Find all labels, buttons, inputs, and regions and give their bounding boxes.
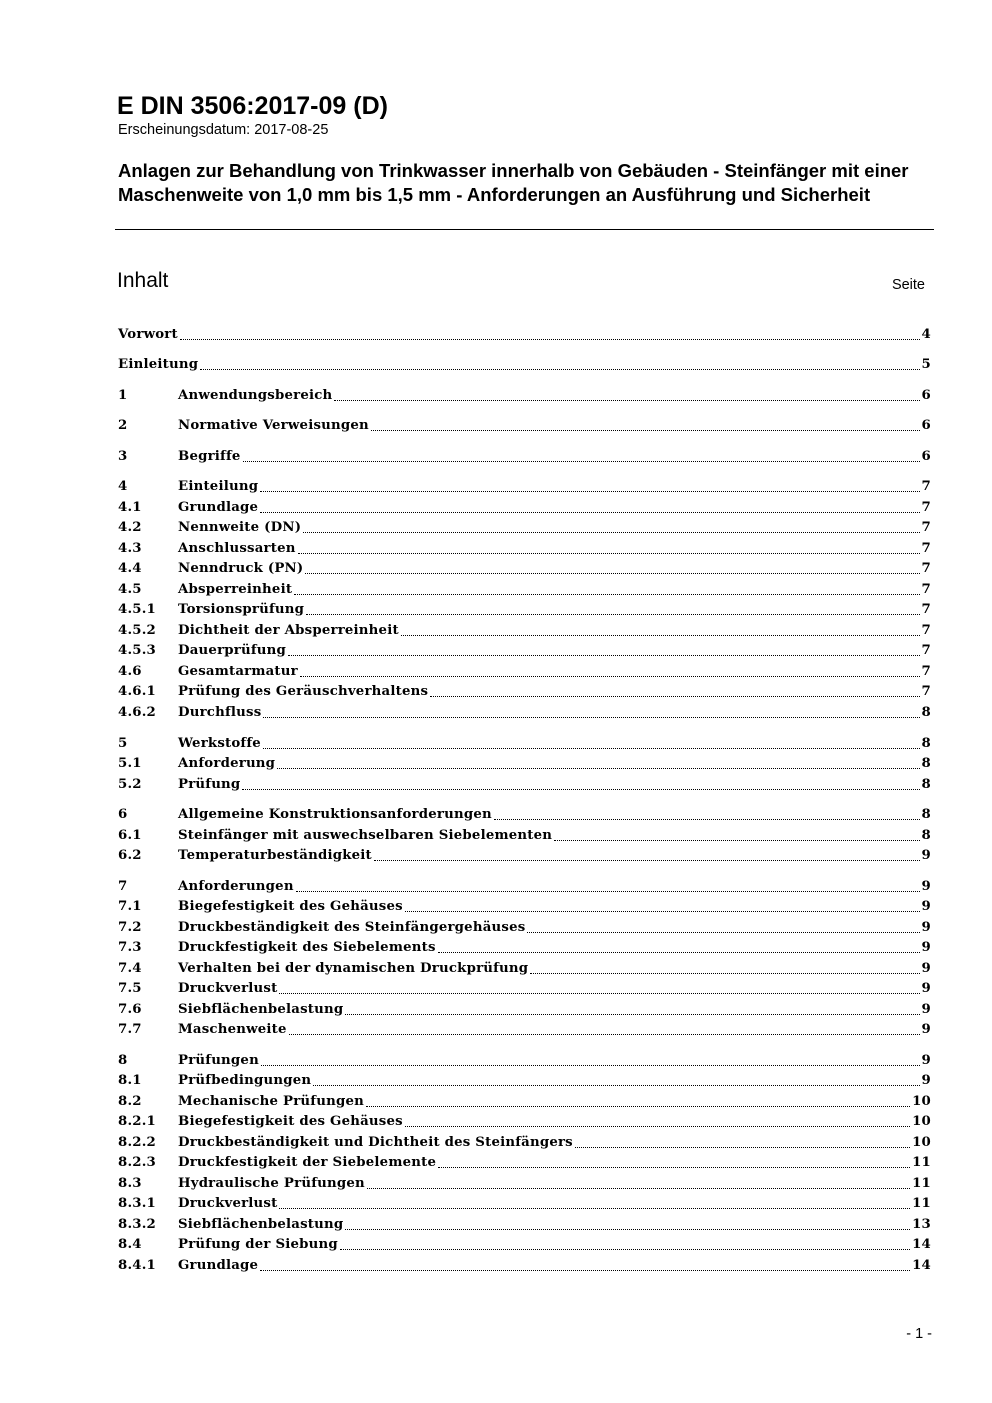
toc-entry[interactable] (118, 355, 931, 375)
toc-entry[interactable] (118, 754, 931, 774)
toc-entry-number: 4.5 (118, 582, 142, 597)
toc-entry-title: Einteilung (178, 479, 259, 494)
document-id: E DIN 3506:2017-09 (D) (117, 92, 388, 120)
toc-dot-leader (401, 628, 920, 636)
toc-entry[interactable] (118, 477, 931, 497)
toc-entry-title: Anforderungen (178, 879, 294, 894)
toc-entry-page: 9 (921, 879, 931, 894)
toc-dot-leader (366, 1099, 910, 1107)
toc-entry[interactable] (118, 641, 931, 661)
table-of-contents (118, 0, 931, 1403)
toc-entry-number: 8.4 (118, 1237, 142, 1252)
toc-entry-page: 10 (912, 1094, 931, 1109)
toc-entry-number: 7.4 (118, 961, 142, 976)
toc-entry-title: Dauerprüfung (178, 643, 287, 658)
toc-entry-title: Torsionsprüfung (178, 602, 305, 617)
publication-date: Erscheinungsdatum: 2017-08-25 (118, 122, 329, 138)
toc-entry[interactable] (118, 877, 931, 897)
toc-dot-leader (405, 1119, 910, 1127)
toc-entry[interactable] (118, 325, 931, 345)
toc-entry-page: 9 (921, 981, 931, 996)
toc-entry-title: Dichtheit der Absperreinheit (178, 623, 399, 638)
toc-entry-title: Anforderung (178, 756, 276, 771)
toc-entry-page: 7 (921, 541, 931, 556)
toc-entry-title: Durchfluss (178, 705, 262, 720)
toc-dot-leader (340, 1242, 910, 1250)
toc-entry[interactable] (118, 1112, 931, 1132)
toc-entry-page: 9 (921, 1002, 931, 1017)
toc-entry[interactable] (118, 498, 931, 518)
toc-entry-page: 5 (921, 357, 931, 372)
toc-entry-title: Prüfbedingungen (178, 1073, 312, 1088)
toc-entry-title: Druckbeständigkeit und Dichtheit des Steinfängers (178, 1135, 573, 1150)
toc-entry[interactable] (118, 734, 931, 754)
toc-entry-title: Druckverlust (178, 981, 278, 996)
toc-entry-page: 14 (912, 1237, 931, 1252)
toc-entry[interactable] (118, 1215, 931, 1235)
toc-entry[interactable] (118, 1071, 931, 1091)
toc-dot-leader (288, 648, 920, 656)
toc-dot-leader (430, 689, 919, 697)
toc-entry-number: 5 (118, 736, 128, 751)
toc-entry-title: Druckbeständigkeit des Steinfängergehäuses (178, 920, 526, 935)
toc-entry-page: 7 (921, 561, 931, 576)
toc-entry[interactable] (118, 826, 931, 846)
toc-dot-leader (303, 525, 919, 533)
toc-entry-number: 7.5 (118, 981, 142, 996)
toc-entry[interactable] (118, 1092, 931, 1112)
toc-entry-title: Druckfestigkeit des Siebelements (178, 940, 436, 955)
toc-entry-page: 11 (912, 1196, 931, 1211)
toc-dot-leader (279, 1201, 910, 1209)
toc-entry-title: Begriffe (178, 449, 241, 464)
toc-heading: Inhalt (117, 269, 169, 292)
toc-dot-leader (305, 566, 919, 574)
toc-entry-number: 8.2.3 (118, 1155, 157, 1170)
toc-entry[interactable] (118, 959, 931, 979)
toc-entry-page: 9 (921, 1053, 931, 1068)
toc-entry-number: 4.3 (118, 541, 142, 556)
toc-dot-leader (438, 1160, 910, 1168)
toc-entry[interactable] (118, 1153, 931, 1173)
toc-entry-title: Druckverlust (178, 1196, 278, 1211)
toc-entry-title: Vorwort (118, 327, 178, 342)
toc-entry-title: Siebflächenbelastung (178, 1217, 344, 1232)
toc-entry-number: 4.6.1 (118, 684, 157, 699)
toc-entry[interactable] (118, 682, 931, 702)
toc-entry-number: 4.6 (118, 664, 142, 679)
toc-entry-page: 10 (912, 1114, 931, 1129)
toc-entry-page: 7 (921, 623, 931, 638)
toc-dot-leader (405, 904, 920, 912)
toc-entry-number: 7.6 (118, 1002, 142, 1017)
toc-entry-page: 7 (921, 582, 931, 597)
toc-entry-number: 7.3 (118, 940, 142, 955)
toc-entry-number: 4.2 (118, 520, 142, 535)
toc-dot-leader (298, 546, 920, 554)
toc-entry-title: Druckfestigkeit der Siebelemente (178, 1155, 437, 1170)
toc-entry[interactable] (118, 703, 931, 723)
toc-entry-title: Verhalten bei der dynamischen Druckprüfung (178, 961, 529, 976)
toc-dot-leader (494, 812, 920, 820)
toc-entry-number: 8.1 (118, 1073, 142, 1088)
toc-dot-leader (554, 833, 919, 841)
toc-entry-title: Gesamtarmatur (178, 664, 298, 679)
toc-entry-number: 1 (118, 388, 128, 403)
toc-entry-page: 8 (921, 756, 931, 771)
toc-entry-title: Normative Verweisungen (178, 418, 369, 433)
toc-entry-page: 10 (912, 1135, 931, 1150)
toc-entry-title: Prüfung der Siebung (178, 1237, 338, 1252)
toc-entry-number: 7 (118, 879, 128, 894)
toc-entry[interactable] (118, 621, 931, 641)
toc-entry-title: Temperaturbeständigkeit (178, 848, 372, 863)
toc-entry[interactable] (118, 580, 931, 600)
toc-entry[interactable] (118, 1256, 931, 1276)
toc-dot-leader (575, 1140, 910, 1148)
toc-entry-number: 4.5.2 (118, 623, 157, 638)
toc-entry-page: 7 (921, 602, 931, 617)
toc-entry[interactable] (118, 1133, 931, 1153)
toc-entry-title: Allgemeine Konstruktionsanforderungen (178, 807, 492, 822)
toc-entry[interactable] (118, 1194, 931, 1214)
toc-entry[interactable] (118, 1235, 931, 1255)
toc-entry-number: 6.2 (118, 848, 142, 863)
toc-entry-number: 8.2.2 (118, 1135, 157, 1150)
toc-entry-page: 6 (921, 388, 931, 403)
toc-entry-page: 8 (921, 736, 931, 751)
toc-entry[interactable] (118, 447, 931, 467)
toc-page-column-label: Seite (891, 277, 925, 293)
toc-dot-leader (334, 393, 919, 401)
toc-entry-title: Biegefestigkeit des Gehäuses (178, 899, 403, 914)
toc-entry[interactable] (118, 938, 931, 958)
toc-dot-leader (438, 945, 920, 953)
toc-entry-number: 8 (118, 1053, 128, 1068)
toc-entry-page: 8 (921, 705, 931, 720)
toc-entry-page: 8 (921, 777, 931, 792)
toc-entry[interactable] (118, 1174, 931, 1194)
toc-entry-title: Prüfungen (178, 1053, 259, 1068)
toc-dot-leader (260, 484, 919, 492)
toc-entry-title: Einleitung (118, 357, 199, 372)
toc-entry-number: 8.2.1 (118, 1114, 157, 1129)
toc-entry[interactable] (118, 1051, 931, 1071)
toc-dot-leader (530, 966, 919, 974)
toc-dot-leader (242, 782, 919, 790)
page-number: - 1 - (906, 1326, 932, 1342)
toc-entry-title: Anschlussarten (178, 541, 296, 556)
toc-entry-number: 5.2 (118, 777, 142, 792)
toc-entry-page: 14 (912, 1258, 931, 1273)
toc-dot-leader (263, 710, 919, 718)
toc-entry-number: 6.1 (118, 828, 142, 843)
toc-dot-leader (345, 1007, 919, 1015)
toc-entry-page: 9 (921, 1022, 931, 1037)
toc-entry-page: 11 (912, 1155, 931, 1170)
toc-entry-number: 7.2 (118, 920, 142, 935)
toc-dot-leader (300, 669, 920, 677)
toc-dot-leader (277, 761, 919, 769)
toc-entry[interactable] (118, 416, 931, 436)
toc-entry[interactable] (118, 846, 931, 866)
toc-entry[interactable] (118, 539, 931, 559)
toc-entry-title: Hydraulische Prüfungen (178, 1176, 365, 1191)
toc-entry-number: 3 (118, 449, 128, 464)
toc-entry-title: Prüfung des Geräuschverhaltens (178, 684, 429, 699)
toc-dot-leader (306, 607, 919, 615)
toc-entry-number: 7.1 (118, 899, 142, 914)
toc-dot-leader (243, 454, 920, 462)
toc-entry-page: 9 (921, 848, 931, 863)
toc-entry-number: 8.4.1 (118, 1258, 157, 1273)
toc-entry-number: 4.5.1 (118, 602, 157, 617)
toc-entry-page: 11 (912, 1176, 931, 1191)
toc-entry-number: 8.2 (118, 1094, 142, 1109)
toc-dot-leader (345, 1222, 910, 1230)
toc-entry-page: 7 (921, 520, 931, 535)
toc-entry-title: Absperreinheit (178, 582, 293, 597)
toc-dot-leader (296, 884, 920, 892)
toc-entry[interactable] (118, 1020, 931, 1040)
toc-entry-number: 8.3.1 (118, 1196, 157, 1211)
toc-entry-number: 8.3 (118, 1176, 142, 1191)
toc-dot-leader (367, 1181, 910, 1189)
toc-dot-leader (294, 587, 919, 595)
toc-entry[interactable] (118, 775, 931, 795)
toc-dot-leader (260, 505, 919, 513)
toc-entry-number: 2 (118, 418, 128, 433)
toc-entry-page: 8 (921, 828, 931, 843)
toc-entry-title: Grundlage (178, 500, 259, 515)
toc-dot-leader (263, 741, 920, 749)
toc-entry-title: Siebflächenbelastung (178, 1002, 344, 1017)
toc-entry-number: 4.4 (118, 561, 142, 576)
toc-entry[interactable] (118, 805, 931, 825)
toc-entry-page: 7 (921, 479, 931, 494)
toc-entry[interactable] (118, 979, 931, 999)
toc-entry[interactable] (118, 518, 931, 538)
toc-entry-page: 9 (921, 961, 931, 976)
toc-entry-number: 4 (118, 479, 128, 494)
toc-entry-page: 7 (921, 643, 931, 658)
toc-entry-number: 4.1 (118, 500, 142, 515)
toc-dot-leader (260, 1263, 910, 1271)
toc-dot-leader (313, 1078, 919, 1086)
toc-dot-leader (289, 1027, 920, 1035)
toc-entry[interactable] (118, 559, 931, 579)
toc-dot-leader (374, 853, 920, 861)
toc-entry[interactable] (118, 1000, 931, 1020)
toc-entry-page: 13 (912, 1217, 931, 1232)
toc-entry[interactable] (118, 600, 931, 620)
toc-entry-title: Nennweite (DN) (178, 520, 302, 535)
toc-entry-title: Werkstoffe (178, 736, 261, 751)
toc-dot-leader (371, 423, 920, 431)
toc-entry-page: 9 (921, 920, 931, 935)
toc-entry-page: 6 (921, 449, 931, 464)
toc-dot-leader (180, 332, 920, 340)
toc-entry-number: 4.5.3 (118, 643, 157, 658)
toc-entry-number: 7.7 (118, 1022, 142, 1037)
toc-entry[interactable] (118, 386, 931, 406)
toc-entry-page: 7 (921, 500, 931, 515)
toc-entry[interactable] (118, 662, 931, 682)
toc-entry-page: 9 (921, 940, 931, 955)
toc-entry-title: Anwendungsbereich (178, 388, 333, 403)
toc-entry[interactable] (118, 897, 931, 917)
toc-entry-title: Mechanische Prüfungen (178, 1094, 364, 1109)
toc-entry-page: 4 (921, 327, 931, 342)
toc-entry-title: Nenndruck (PN) (178, 561, 304, 576)
toc-entry-number: 6 (118, 807, 128, 822)
toc-entry-number: 5.1 (118, 756, 142, 771)
toc-entry-page: 9 (921, 1073, 931, 1088)
toc-entry-page: 8 (921, 807, 931, 822)
toc-entry-page: 6 (921, 418, 931, 433)
toc-entry-page: 7 (921, 684, 931, 699)
toc-dot-leader (261, 1058, 920, 1066)
toc-entry-title: Biegefestigkeit des Gehäuses (178, 1114, 403, 1129)
toc-entry-title: Grundlage (178, 1258, 259, 1273)
toc-dot-leader (527, 925, 919, 933)
toc-entry-number: 8.3.2 (118, 1217, 157, 1232)
toc-entry-title: Steinfänger mit auswechselbaren Siebelementen (178, 828, 553, 843)
toc-entry-title: Prüfung (178, 777, 241, 792)
toc-entry-page: 9 (921, 899, 931, 914)
toc-entry-page: 7 (921, 664, 931, 679)
toc-entry[interactable] (118, 918, 931, 938)
toc-entry-number: 4.6.2 (118, 705, 157, 720)
toc-dot-leader (200, 362, 919, 370)
document-title: Anlagen zur Behandlung von Trinkwasser innerhalb von Gebäuden - Steinfänger mit einer Maschenweite von 1,0 mm bis 1,5 mm - Anforderungen an Ausführung und Sicherheit (118, 160, 909, 205)
toc-entry-title: Maschenweite (178, 1022, 287, 1037)
toc-dot-leader (279, 986, 919, 994)
